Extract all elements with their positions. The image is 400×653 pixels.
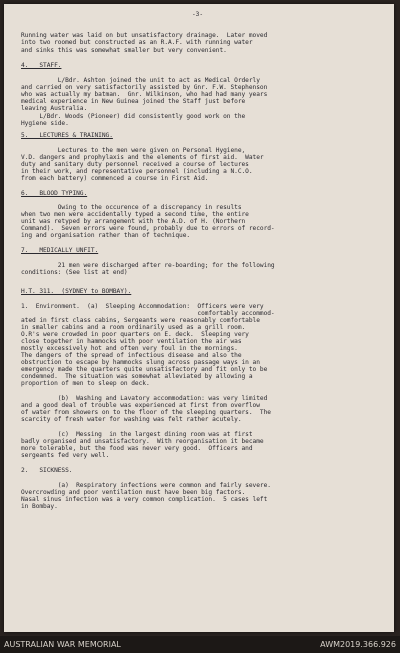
document-line: emergency made the quarters quite unsatisfactory and fit only to be	[21, 366, 268, 373]
document-line: obstruction to escape by hammocks slung across passage ways in an	[21, 359, 260, 366]
document-line: in Bombay.	[21, 503, 58, 510]
document-line: 2. SICKNESS.	[21, 467, 73, 474]
document-line: in their work, and representative personnel (including a N.C.O.	[21, 168, 253, 175]
document-line: mostly excessively hot and often very foul in the mornings.	[21, 345, 238, 352]
document-line: 7. MEDICALLY UNFIT.	[21, 247, 99, 254]
document-line: proportion of men to sleep on deck.	[21, 380, 150, 387]
footer-institution: AUSTRALIAN WAR MEMORIAL	[4, 640, 121, 649]
document-line: condemned. The situation was somewhat alleviated by allowing a	[21, 373, 253, 380]
document-line: badly organised and unsatisfactory. With reorganisation it became	[21, 438, 264, 445]
document-line: Lectures to the men were given on Personal Hygiene,	[21, 147, 246, 154]
document-line: sergeants fed very well.	[21, 452, 110, 459]
document-line: (a) Respiratory infections were common and fairly severe.	[21, 482, 271, 489]
document-line: and a good deal of trouble was experienced at first from overflow	[21, 402, 260, 409]
document-line: L/Bdr. Woods (Pioneer) did consistently good work on the	[21, 113, 246, 120]
document-line: and carried on very satisfactorily assisted by Gnr. F.W. Stephenson	[21, 84, 268, 91]
document-line: 6. BLOOD TYPING.	[21, 190, 88, 197]
document-line: Command). Seven errors were found, probably due to errors of record-	[21, 225, 275, 232]
document-line: close together in hammocks with poor ventilation the air was	[21, 338, 242, 345]
document-line: 21 men were discharged after re-boarding; for the following	[21, 262, 275, 269]
document-page	[4, 4, 394, 632]
document-line: who was actually my batman. Gnr. Wilkinson, who had had many years	[21, 91, 268, 98]
document-line: ated in first class cabins, Sergeants were reasonably comfortable	[21, 317, 260, 324]
document-line: 5. LECTURES & TRAINING.	[21, 132, 113, 139]
document-line: The dangers of the spread of infectious disease and also the	[21, 352, 242, 359]
document-line: 4. STAFF.	[21, 62, 62, 69]
document-line: in smaller cabins and a room ordinarily used as a grill room.	[21, 324, 246, 331]
document-line: from each battery) commenced a course in First Aid.	[21, 175, 209, 182]
document-line: when two men were accidentally typed a second time, the entire	[21, 211, 249, 218]
document-line: (b) Washing and Lavatory accommodation: was very limited	[21, 395, 268, 402]
document-line: Owing to the occurence of a discrepancy in results	[21, 204, 242, 211]
document-line: Running water was laid on but unsatisfactory drainage. Later moved	[21, 32, 268, 39]
document-line: scarcity of fresh water for washing was felt rather acutely.	[21, 416, 242, 423]
document-line: medical experience in New Guinea joined the Staff just before	[21, 98, 246, 105]
document-line: V.D. dangers and prophylaxis and the elements of first aid. Water	[21, 154, 264, 161]
document-line: more tolerable, but the food was never very good. Officers and	[21, 445, 253, 452]
page-number: -3-	[192, 11, 204, 18]
footer-item-id: AWM2019.366.926	[320, 640, 396, 649]
document-line: (c) Messing in the largest dining room was at first	[21, 431, 253, 438]
document-line: of water from showers on to the floor of the sleeping quarters. The	[21, 409, 271, 416]
document-line: 1. Environment. (a) Sleeping Accommodation: Officers were very	[21, 303, 264, 310]
document-line: L/Bdr. Ashton joined the unit to act as Medical Orderly	[21, 77, 260, 84]
footer-bar	[0, 636, 400, 653]
document-line: and sinks this was somewhat smaller but very convenient.	[21, 47, 227, 54]
document-line: unit was retyped by arrangement with the A.D. of H. (Northern	[21, 218, 246, 225]
document-line: comfortably accommod-	[21, 310, 275, 317]
document-line: O.R's were crowded in poor quarters on E. deck. Sleeping very	[21, 331, 249, 338]
document-line: H.T. 311. (SYDNEY to BOMBAY).	[21, 288, 132, 295]
document-line: conditions: (See list at end)	[21, 269, 128, 276]
document-line: Nasal sinus infection was a very common complication. 5 cases left	[21, 496, 268, 503]
document-line: ing and organisation rather than of technique.	[21, 232, 191, 239]
document-line: Hygiene side.	[21, 120, 69, 127]
document-line: duty and sanitary duty personnel received a course of lectures	[21, 161, 249, 168]
document-line: into two roomed but constructed as an R.A.F. with running water	[21, 39, 253, 46]
document-line: Overcrowding and poor ventilation must have been big factors.	[21, 489, 246, 496]
document-line: leaving Australia.	[21, 105, 88, 112]
